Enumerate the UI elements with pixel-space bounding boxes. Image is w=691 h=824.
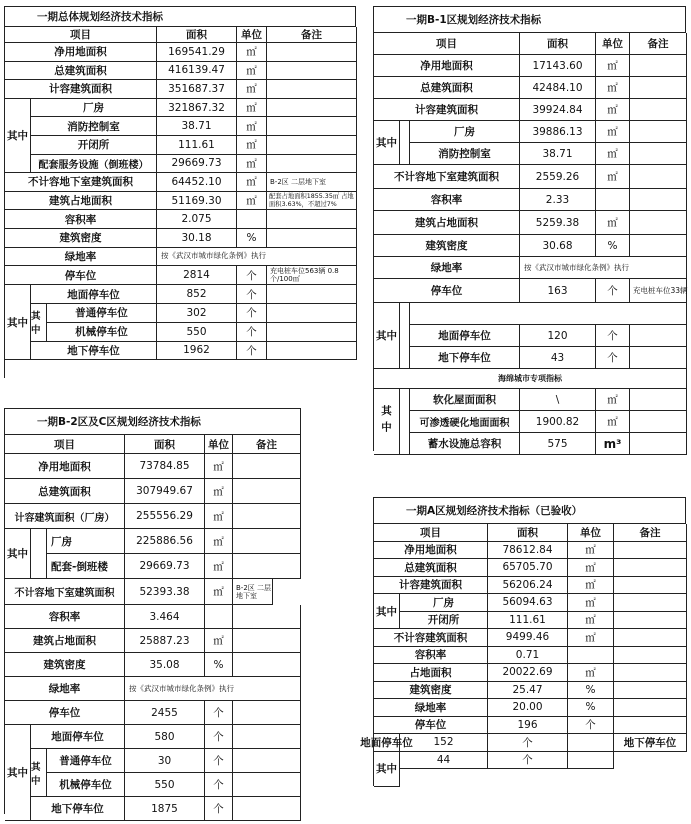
row-value: 38.71 <box>157 117 237 136</box>
row-value: 111.61 <box>488 612 568 630</box>
table-b2c <box>4 408 301 814</box>
row-note <box>630 143 687 165</box>
row-value: 255556.29 <box>125 504 205 529</box>
row-value: 51169.30 <box>157 192 237 211</box>
header-value: 面积 <box>488 524 568 542</box>
row-label: 不计容地下室建筑面积 <box>5 173 157 192</box>
group-label-qizhong: 其中 <box>374 594 400 629</box>
row-value: 9499.46 <box>488 629 568 647</box>
row-note: B-2区 二层地下室 <box>267 173 357 192</box>
row-unit: ㎡ <box>568 629 614 647</box>
row-note <box>630 411 687 433</box>
row-unit: ㎡ <box>596 77 630 99</box>
row-label: 停车位 <box>374 717 488 735</box>
row-value: 39924.84 <box>520 99 596 121</box>
row-value: 30.18 <box>157 229 237 248</box>
row-label: 停车位 <box>5 266 157 285</box>
row-unit <box>596 189 630 211</box>
cell-spacer <box>31 529 47 579</box>
row-value: 73784.85 <box>125 454 205 479</box>
row-unit: ㎡ <box>237 117 267 136</box>
row-label: 建筑密度 <box>5 653 125 677</box>
row-label: 地下停车位 <box>410 347 520 369</box>
row-label: 绿地率 <box>374 699 488 717</box>
header-value: 面积 <box>157 27 237 43</box>
row-value: 2.075 <box>157 210 237 229</box>
row-value: 64452.10 <box>157 173 237 192</box>
group-label-qizhong: 其中 <box>374 389 400 455</box>
row-label: 占地面积 <box>374 664 488 682</box>
row-value: 5259.38 <box>520 211 596 235</box>
row-note <box>233 701 301 725</box>
row-note <box>267 62 357 81</box>
row-label: 地面停车位 <box>410 325 520 347</box>
row-unit: 个 <box>205 725 233 749</box>
row-label: 消防控制室 <box>31 117 157 136</box>
row-unit: 个 <box>596 347 630 369</box>
row-label: 净用地面积 <box>374 55 520 77</box>
group-label-qizhong-sub: 其中 <box>31 304 47 342</box>
row-note <box>233 653 301 677</box>
row-value: 351687.37 <box>157 80 237 99</box>
row-value: 20022.69 <box>488 664 568 682</box>
row-value: 20.00 <box>488 699 568 717</box>
row-label: 普通停车位 <box>47 304 157 323</box>
row-note: B-2区 二层地下室 <box>233 579 273 605</box>
row-note <box>614 647 687 665</box>
row-label: 机械停车位 <box>47 773 125 797</box>
row-note <box>614 699 687 717</box>
row-value: 307949.67 <box>125 479 205 504</box>
row-label: 软化屋面面积 <box>410 389 520 411</box>
row-label: 停车位 <box>374 279 520 303</box>
row-unit: ㎡ <box>596 411 630 433</box>
row-label: 绿地率 <box>5 677 125 701</box>
row-note <box>614 577 687 595</box>
row-value: 30.68 <box>520 235 596 257</box>
header-item: 项目 <box>374 33 520 55</box>
row-label: 绿地率 <box>5 248 157 267</box>
row-value: 78612.84 <box>488 542 568 560</box>
row-label: 建筑占地面积 <box>5 629 125 653</box>
row-unit: m³ <box>596 433 630 455</box>
row-unit: ㎡ <box>596 211 630 235</box>
row-note <box>614 717 687 735</box>
row-value: 1875 <box>125 797 205 821</box>
group-label-qizhong: 其中 <box>5 99 31 173</box>
row-note <box>267 117 357 136</box>
row-value: 120 <box>520 325 596 347</box>
row-unit: ㎡ <box>568 612 614 630</box>
row-value-wide: 按《武汉市城市绿化条例》执行 <box>520 257 687 279</box>
row-value: 0.71 <box>488 647 568 665</box>
cell-spacer <box>410 303 687 325</box>
row-note <box>630 99 687 121</box>
row-value: 39886.13 <box>520 121 596 143</box>
row-label: 厂房 <box>31 99 157 118</box>
row-note <box>233 529 301 554</box>
row-note <box>267 99 357 118</box>
row-note <box>630 121 687 143</box>
row-value: 52393.38 <box>125 579 205 605</box>
row-value: 35.08 <box>125 653 205 677</box>
row-label: 总建筑面积 <box>5 62 157 81</box>
table-b1 <box>373 6 686 451</box>
header-value: 面积 <box>125 435 205 454</box>
row-label: 地面停车位 <box>31 285 157 304</box>
group-label-qizhong-sub: 其中 <box>31 749 47 797</box>
row-value: 163 <box>520 279 596 303</box>
row-value: 321867.32 <box>157 99 237 118</box>
group-label-qizhong: 其中 <box>374 121 400 165</box>
row-value: 17143.60 <box>520 55 596 77</box>
row-label: 不计容建筑面积 <box>374 629 488 647</box>
row-unit <box>237 210 267 229</box>
row-note <box>233 629 301 653</box>
row-label: 建筑占地面积 <box>374 211 520 235</box>
row-note <box>233 725 301 749</box>
row-value: 302 <box>157 304 237 323</box>
row-unit: % <box>568 699 614 717</box>
row-note <box>614 612 687 630</box>
row-label: 建筑密度 <box>374 682 488 700</box>
row-unit: ㎡ <box>237 99 267 118</box>
row-note <box>630 347 687 369</box>
row-unit: ㎡ <box>596 55 630 77</box>
table-title: 一期B-1区规划经济技术指标 <box>373 6 686 32</box>
row-value: 29669.73 <box>125 554 205 579</box>
row-unit: % <box>568 682 614 700</box>
row-note <box>267 304 357 323</box>
row-note <box>233 605 301 629</box>
row-unit: ㎡ <box>205 629 233 653</box>
row-unit: ㎡ <box>568 594 614 612</box>
header-note: 备注 <box>614 524 687 542</box>
row-value: 152 <box>400 734 488 752</box>
row-label: 计容建筑面积 <box>374 99 520 121</box>
row-unit: ㎡ <box>596 143 630 165</box>
row-unit: ㎡ <box>205 579 233 605</box>
row-note <box>568 734 614 752</box>
row-unit: 个 <box>596 325 630 347</box>
row-unit: % <box>205 653 233 677</box>
row-label: 建筑密度 <box>374 235 520 257</box>
row-value: 580 <box>125 725 205 749</box>
row-unit: ㎡ <box>568 542 614 560</box>
header-item: 项目 <box>5 27 157 43</box>
row-unit: 个 <box>237 342 267 361</box>
header-unit: 单位 <box>596 33 630 55</box>
row-value: 29669.73 <box>157 155 237 174</box>
row-value: 225886.56 <box>125 529 205 554</box>
row-note <box>233 554 301 579</box>
row-label: 厂房 <box>410 121 520 143</box>
row-value: 196 <box>488 717 568 735</box>
row-label: 地下停车位 <box>31 342 157 361</box>
row-unit: ㎡ <box>205 479 233 504</box>
table-a <box>360 497 686 786</box>
header-item: 项目 <box>5 435 125 454</box>
row-value: 56206.24 <box>488 577 568 595</box>
row-unit: 个 <box>488 734 568 752</box>
header-item: 项目 <box>374 524 488 542</box>
group-label-qizhong: 其中 <box>374 752 400 787</box>
row-note <box>267 80 357 99</box>
row-value: 25.47 <box>488 682 568 700</box>
row-note <box>614 559 687 577</box>
row-unit: ㎡ <box>568 664 614 682</box>
row-note <box>630 433 687 455</box>
row-label: 不计容地下室建筑面积 <box>374 165 520 189</box>
row-unit <box>568 647 614 665</box>
row-label: 地面停车位 <box>31 725 125 749</box>
row-unit: ㎡ <box>596 99 630 121</box>
row-value: 1962 <box>157 342 237 361</box>
row-note <box>614 629 687 647</box>
row-label: 机械停车位 <box>47 323 157 342</box>
row-unit: ㎡ <box>237 155 267 174</box>
row-label: 建筑密度 <box>5 229 157 248</box>
row-note: 充电桩车位33辆 <box>630 279 687 303</box>
row-note <box>267 136 357 155</box>
row-note <box>233 504 301 529</box>
row-label: 容积率 <box>374 647 488 665</box>
row-value: 65705.70 <box>488 559 568 577</box>
row-note <box>233 797 301 821</box>
row-note <box>630 325 687 347</box>
row-label: 建筑占地面积 <box>5 192 157 211</box>
row-note <box>267 285 357 304</box>
row-label: 计容建筑面积（厂房） <box>5 504 125 529</box>
row-unit: 个 <box>568 717 614 735</box>
group-label-qizhong: 其中 <box>374 303 400 369</box>
row-unit: ㎡ <box>205 554 233 579</box>
row-label: 不计容地下室建筑面积 <box>5 579 125 605</box>
row-unit: ㎡ <box>205 504 233 529</box>
header-note: 备注 <box>267 27 357 43</box>
row-note <box>630 77 687 99</box>
row-value: 416139.47 <box>157 62 237 81</box>
row-label: 总建筑面积 <box>374 559 488 577</box>
row-unit: 个 <box>205 797 233 821</box>
header-unit: 单位 <box>205 435 233 454</box>
row-value: 43 <box>520 347 596 369</box>
cell-spacer <box>400 121 410 165</box>
row-label: 计容建筑面积 <box>374 577 488 595</box>
row-label: 厂房 <box>400 594 488 612</box>
row-unit: 个 <box>205 701 233 725</box>
row-unit: 个 <box>205 749 233 773</box>
row-unit: 个 <box>237 266 267 285</box>
row-unit: ㎡ <box>237 136 267 155</box>
row-unit: 个 <box>488 752 568 770</box>
header-unit: 单位 <box>237 27 267 43</box>
row-unit: ㎡ <box>596 389 630 411</box>
row-value: 25887.23 <box>125 629 205 653</box>
table-title: 一期A区规划经济技术指标（已验收） <box>373 497 686 523</box>
row-label: 绿地率 <box>374 257 520 279</box>
row-label: 厂房 <box>47 529 125 554</box>
row-label: 消防控制室 <box>410 143 520 165</box>
row-label: 净用地面积 <box>5 454 125 479</box>
header-note: 备注 <box>630 33 687 55</box>
row-note: 充电桩车位563辆 0.8个/100㎡ <box>267 266 357 285</box>
row-label: 配套-倒班楼 <box>47 554 125 579</box>
row-label: 地下停车位 <box>614 734 687 752</box>
row-label: 开闭所 <box>31 136 157 155</box>
row-value: 56094.63 <box>488 594 568 612</box>
row-note <box>614 542 687 560</box>
row-value: 550 <box>157 323 237 342</box>
row-value: 38.71 <box>520 143 596 165</box>
row-unit: 个 <box>596 279 630 303</box>
row-note <box>630 55 687 77</box>
row-value: 30 <box>125 749 205 773</box>
row-unit: 个 <box>237 304 267 323</box>
row-value: 575 <box>520 433 596 455</box>
row-note <box>267 210 357 229</box>
row-note <box>267 155 357 174</box>
cell-spacer <box>400 389 410 455</box>
row-label: 容积率 <box>5 605 125 629</box>
row-label: 地面停车位 <box>374 734 400 752</box>
row-note <box>614 664 687 682</box>
row-label: 计容建筑面积 <box>5 80 157 99</box>
row-note <box>233 749 301 773</box>
row-note <box>630 235 687 257</box>
row-note <box>267 229 357 248</box>
row-label: 配套服务设施（倒班楼） <box>31 155 157 174</box>
row-label: 普通停车位 <box>47 749 125 773</box>
table-overall <box>4 6 356 378</box>
cell-spacer <box>400 303 410 369</box>
row-value: 1900.82 <box>520 411 596 433</box>
row-value-wide: 按《武汉市城市绿化条例》执行 <box>157 248 357 267</box>
row-unit: ㎡ <box>237 80 267 99</box>
row-unit: ㎡ <box>237 173 267 192</box>
row-value: 111.61 <box>157 136 237 155</box>
row-value: 3.464 <box>125 605 205 629</box>
row-value: 44 <box>400 752 488 770</box>
row-value-wide: 按《武汉市城市绿化条例》执行 <box>125 677 301 701</box>
row-unit: ㎡ <box>237 43 267 62</box>
row-unit: ㎡ <box>568 577 614 595</box>
row-unit: ㎡ <box>596 121 630 143</box>
row-label: 蓄水设施总容积 <box>410 433 520 455</box>
row-label: 总建筑面积 <box>374 77 520 99</box>
row-note <box>630 189 687 211</box>
row-note <box>630 211 687 235</box>
header-note: 备注 <box>233 435 301 454</box>
row-unit: 个 <box>237 323 267 342</box>
row-unit: 个 <box>205 773 233 797</box>
row-unit: 个 <box>237 285 267 304</box>
header-value: 面积 <box>520 33 596 55</box>
row-value: 2559.26 <box>520 165 596 189</box>
row-value: 42484.10 <box>520 77 596 99</box>
row-label: 总建筑面积 <box>5 479 125 504</box>
table-title: 一期B-2区及C区规划经济技术指标 <box>4 408 301 434</box>
row-note <box>614 682 687 700</box>
row-note <box>568 752 614 770</box>
row-value: 2814 <box>157 266 237 285</box>
row-note <box>267 43 357 62</box>
row-note <box>233 454 301 479</box>
row-unit: ㎡ <box>205 454 233 479</box>
row-note <box>614 594 687 612</box>
row-unit: ㎡ <box>596 165 630 189</box>
header-unit: 单位 <box>568 524 614 542</box>
row-label: 净用地面积 <box>5 43 157 62</box>
row-unit: ㎡ <box>205 529 233 554</box>
row-value: \ <box>520 389 596 411</box>
group-label-qizhong: 其中 <box>5 725 31 821</box>
row-note: 配套占地面积1855.35㎡ 占地面积3.63%，不超过7% <box>267 192 357 211</box>
row-label: 容积率 <box>5 210 157 229</box>
row-note <box>233 773 301 797</box>
row-unit: % <box>237 229 267 248</box>
row-unit: % <box>596 235 630 257</box>
row-note <box>267 323 357 342</box>
row-value: 550 <box>125 773 205 797</box>
row-value: 852 <box>157 285 237 304</box>
row-unit: ㎡ <box>237 192 267 211</box>
row-note <box>233 479 301 504</box>
table-title: 一期总体规划经济技术指标 <box>4 6 356 26</box>
row-unit: ㎡ <box>237 62 267 81</box>
row-label: 开闭所 <box>400 612 488 630</box>
row-unit <box>205 605 233 629</box>
row-label: 地下停车位 <box>31 797 125 821</box>
row-note <box>267 342 357 361</box>
row-note <box>630 389 687 411</box>
row-note <box>630 165 687 189</box>
group-label-qizhong: 其中 <box>5 529 31 579</box>
row-value: 169541.29 <box>157 43 237 62</box>
row-label: 容积率 <box>374 189 520 211</box>
row-value: 2455 <box>125 701 205 725</box>
row-label: 净用地面积 <box>374 542 488 560</box>
row-unit: ㎡ <box>568 559 614 577</box>
sponge-title: 海绵城市专项指标 <box>374 369 687 389</box>
row-label: 停车位 <box>5 701 125 725</box>
row-label: 可渗透硬化地面面积 <box>410 411 520 433</box>
group-label-qizhong: 其中 <box>5 285 31 360</box>
row-value: 2.33 <box>520 189 596 211</box>
